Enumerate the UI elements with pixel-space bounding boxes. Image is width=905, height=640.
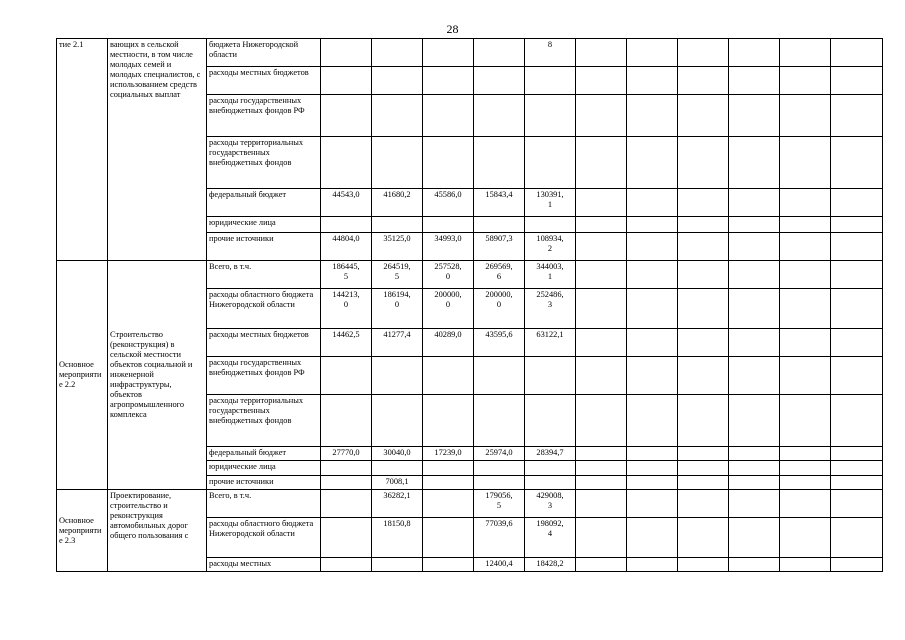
empty-cell [780,558,831,572]
empty-cell [627,189,678,217]
value-cell [321,490,372,518]
empty-cell [678,461,729,476]
empty-cell [576,476,627,490]
value-cell: 17239,0 [423,447,474,461]
table-row [57,490,883,518]
value-cell [372,395,423,447]
empty-cell [831,137,883,189]
value-cell: 41680,2 [372,189,423,217]
value-cell [423,558,474,572]
empty-cell [780,461,831,476]
value-cell [321,558,372,572]
value-cell: 25974,0 [474,447,525,461]
empty-cell [780,357,831,395]
value-cell: 43595,6 [474,329,525,357]
value-cell [372,95,423,137]
value-cell [525,357,576,395]
value-cell: 429008, 3 [525,490,576,518]
value-cell: 179056, 5 [474,490,525,518]
empty-cell [831,395,883,447]
value-cell [321,67,372,95]
funding-source-cell: юридические лица [207,217,321,233]
value-cell [321,357,372,395]
value-cell [423,518,474,558]
funding-source-cell: расходы государственных внебюджетных фондов РФ [207,95,321,137]
value-cell [474,357,525,395]
value-cell [321,461,372,476]
value-cell [474,395,525,447]
empty-cell [729,67,780,95]
empty-cell [678,289,729,329]
value-cell [423,461,474,476]
value-cell: 14462,5 [321,329,372,357]
value-cell: 63122,1 [525,329,576,357]
value-cell [423,39,474,67]
empty-cell [831,189,883,217]
empty-cell [576,217,627,233]
empty-cell [576,447,627,461]
value-cell [372,39,423,67]
funding-source-cell: федеральный бюджет [207,189,321,217]
empty-cell [780,137,831,189]
empty-cell [780,233,831,261]
empty-cell [729,39,780,67]
funding-source-cell: прочие источники [207,233,321,261]
empty-cell [831,233,883,261]
table-row [57,39,883,67]
value-cell: 30040,0 [372,447,423,461]
empty-cell [678,189,729,217]
empty-cell [780,289,831,329]
value-cell [321,95,372,137]
value-cell: 269569, 6 [474,261,525,289]
value-cell [321,217,372,233]
empty-cell [627,233,678,261]
value-cell: 44804,0 [321,233,372,261]
value-cell: 27770,0 [321,447,372,461]
value-cell [423,476,474,490]
empty-cell [678,476,729,490]
empty-cell [576,395,627,447]
value-cell [423,490,474,518]
empty-cell [729,137,780,189]
funding-source-cell: юридические лица [207,461,321,476]
empty-cell [729,189,780,217]
measure-code-cell: тие 2.1 [57,39,108,261]
value-cell: 34993,0 [423,233,474,261]
empty-cell [627,476,678,490]
measure-code-cell: Основное мероприятие 2.2 [57,261,108,490]
value-cell [525,95,576,137]
empty-cell [831,329,883,357]
value-cell: 200000, 0 [423,289,474,329]
empty-cell [780,447,831,461]
empty-cell [627,67,678,95]
value-cell [423,137,474,189]
value-cell [423,67,474,95]
empty-cell [678,395,729,447]
empty-cell [729,447,780,461]
value-cell [525,217,576,233]
value-cell: 108934, 2 [525,233,576,261]
empty-cell [729,217,780,233]
value-cell [372,217,423,233]
value-cell: 257528, 0 [423,261,474,289]
value-cell [525,67,576,95]
measure-description-cell: Проектирование, строительство и реконструкция автомобильных дорог общего пользования с [108,490,207,572]
empty-cell [831,461,883,476]
empty-cell [576,357,627,395]
value-cell [321,518,372,558]
empty-cell [576,490,627,518]
funding-source-cell: федеральный бюджет [207,447,321,461]
value-cell [474,39,525,67]
value-cell [525,395,576,447]
value-cell: 186445, 5 [321,261,372,289]
empty-cell [627,329,678,357]
value-cell [372,357,423,395]
funding-source-cell: расходы областного бюджета Нижегородской области [207,518,321,558]
empty-cell [627,461,678,476]
empty-cell [780,395,831,447]
empty-cell [780,217,831,233]
funding-source-cell: расходы местных [207,558,321,572]
empty-cell [831,289,883,329]
empty-cell [576,137,627,189]
empty-cell [576,558,627,572]
empty-cell [678,233,729,261]
value-cell: 18428,2 [525,558,576,572]
budget-table [56,38,883,572]
empty-cell [678,490,729,518]
value-cell: 7008,1 [372,476,423,490]
empty-cell [576,95,627,137]
empty-cell [831,357,883,395]
value-cell: 15843,4 [474,189,525,217]
empty-cell [678,137,729,189]
empty-cell [729,490,780,518]
empty-cell [678,67,729,95]
empty-cell [729,461,780,476]
value-cell: 200000, 0 [474,289,525,329]
value-cell [525,461,576,476]
empty-cell [831,476,883,490]
empty-cell [627,217,678,233]
value-cell [372,461,423,476]
empty-cell [729,261,780,289]
value-cell: 144213, 0 [321,289,372,329]
empty-cell [780,95,831,137]
value-cell [525,137,576,189]
value-cell: 198092, 4 [525,518,576,558]
value-cell [474,137,525,189]
empty-cell [627,137,678,189]
empty-cell [831,518,883,558]
funding-source-cell: расходы областного бюджета Нижегородской области [207,289,321,329]
empty-cell [627,261,678,289]
value-cell [474,461,525,476]
value-cell: 186194, 0 [372,289,423,329]
empty-cell [627,289,678,329]
value-cell [474,217,525,233]
value-cell [474,67,525,95]
empty-cell [627,518,678,558]
empty-cell [678,39,729,67]
value-cell: 18150,8 [372,518,423,558]
value-cell: 35125,0 [372,233,423,261]
empty-cell [831,39,883,67]
empty-cell [576,289,627,329]
empty-cell [678,329,729,357]
value-cell [321,137,372,189]
value-cell [423,357,474,395]
value-cell: 45586,0 [423,189,474,217]
funding-source-cell: бюджета Нижегородской области [207,39,321,67]
empty-cell [627,395,678,447]
value-cell: 8 [525,39,576,67]
value-cell [423,217,474,233]
empty-cell [780,329,831,357]
value-cell [372,67,423,95]
empty-cell [576,39,627,67]
empty-cell [576,329,627,357]
value-cell: 252486, 3 [525,289,576,329]
value-cell [321,476,372,490]
value-cell: 264519, 5 [372,261,423,289]
value-cell [321,395,372,447]
empty-cell [780,39,831,67]
value-cell: 44543,0 [321,189,372,217]
value-cell [372,558,423,572]
empty-cell [576,261,627,289]
empty-cell [831,95,883,137]
empty-cell [576,67,627,95]
value-cell [372,137,423,189]
empty-cell [729,476,780,490]
value-cell [525,476,576,490]
empty-cell [831,490,883,518]
empty-cell [831,558,883,572]
funding-source-cell: Всего, в т.ч. [207,261,321,289]
empty-cell [678,518,729,558]
value-cell: 36282,1 [372,490,423,518]
value-cell: 28394,7 [525,447,576,461]
empty-cell [627,39,678,67]
value-cell: 77039,6 [474,518,525,558]
value-cell [474,95,525,137]
empty-cell [780,518,831,558]
empty-cell [831,217,883,233]
page-number: 28 [446,22,459,36]
empty-cell [627,558,678,572]
empty-cell [831,67,883,95]
value-cell: 130391, 1 [525,189,576,217]
measure-description-cell: вающих в сельской местности, в том числе молодых семей и молодых специалистов, с использованием средств социальных выплат [108,39,207,261]
empty-cell [576,518,627,558]
empty-cell [576,189,627,217]
value-cell: 344003, 1 [525,261,576,289]
empty-cell [627,357,678,395]
empty-cell [678,357,729,395]
empty-cell [780,490,831,518]
funding-source-cell: расходы территориальных государственных внебюджетных фондов [207,395,321,447]
empty-cell [678,261,729,289]
empty-cell [729,357,780,395]
funding-source-cell: расходы местных бюджетов [207,329,321,357]
empty-cell [729,558,780,572]
funding-source-cell: расходы местных бюджетов [207,67,321,95]
empty-cell [831,447,883,461]
empty-cell [627,447,678,461]
empty-cell [729,518,780,558]
value-cell [423,395,474,447]
value-cell [423,95,474,137]
value-cell [321,39,372,67]
empty-cell [729,233,780,261]
empty-cell [576,461,627,476]
empty-cell [729,329,780,357]
empty-cell [831,261,883,289]
value-cell: 12400,4 [474,558,525,572]
empty-cell [729,395,780,447]
empty-cell [780,67,831,95]
funding-source-cell: расходы территориальных государственных внебюджетных фондов [207,137,321,189]
value-cell: 40289,0 [423,329,474,357]
empty-cell [729,289,780,329]
empty-cell [627,95,678,137]
measure-description-cell: Строительство (реконструкция) в сельской местности объектов социальной и инженерной инфраструктуры, объектов агропромышленного комплекса [108,261,207,490]
table-row [57,261,883,289]
funding-source-cell: расходы государственных внебюджетных фондов РФ [207,357,321,395]
value-cell [474,476,525,490]
empty-cell [678,447,729,461]
empty-cell [627,490,678,518]
empty-cell [678,217,729,233]
empty-cell [780,189,831,217]
measure-code-cell: Основное мероприятие 2.3 [57,490,108,572]
value-cell: 41277,4 [372,329,423,357]
empty-cell [780,261,831,289]
empty-cell [729,95,780,137]
value-cell: 58907,3 [474,233,525,261]
empty-cell [678,95,729,137]
funding-source-cell: Всего, в т.ч. [207,490,321,518]
empty-cell [678,558,729,572]
funding-source-cell: прочие источники [207,476,321,490]
empty-cell [576,233,627,261]
empty-cell [780,476,831,490]
